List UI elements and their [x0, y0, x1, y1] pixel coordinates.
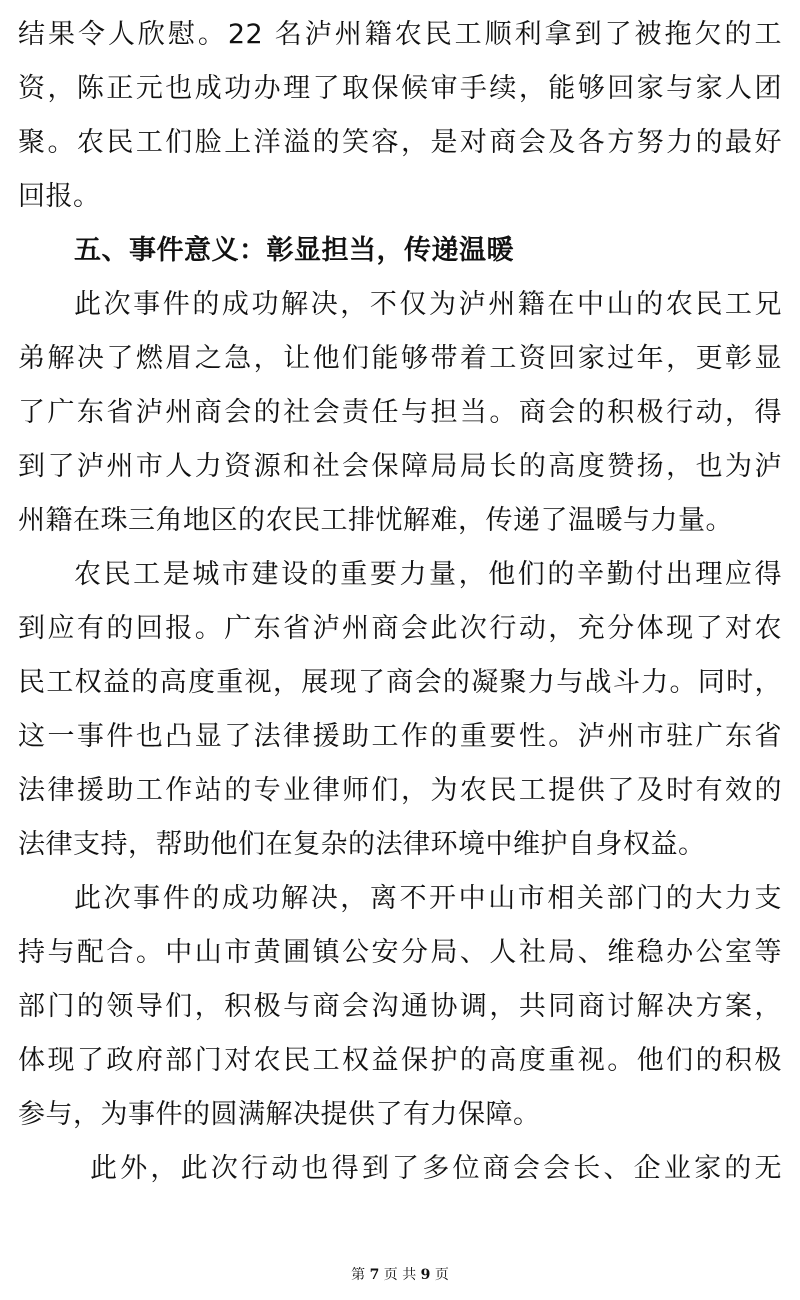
footer-suffix: 页 — [434, 1267, 449, 1283]
paragraph-3 — [18, 548, 782, 872]
text-line: 此外，此次行动也得到了多位商会会长、企业家的无 — [90, 1153, 782, 1184]
text-line: 了广东省泸州商会的社会责任与担当。商会的积极行动，得 — [18, 397, 782, 428]
text-line: 到应有的回报。广东省泸州商会此次行动，充分体现了对农 — [18, 613, 782, 644]
paragraph-2 — [18, 278, 782, 548]
footer-total-pages: 9 — [420, 1267, 431, 1283]
paragraph-5 — [18, 1142, 782, 1196]
paragraph-1 — [18, 8, 782, 224]
text-line: 此次事件的成功解决，不仅为泸州籍在中山的农民工兄 — [74, 289, 782, 320]
text-line: 持与配合。中山市黄圃镇公安分局、人社局、维稳办公室等 — [18, 937, 782, 968]
text-line: 州籍在珠三角地区的农民工排忧解难，传递了温暖与力量。 — [18, 505, 733, 536]
text-line: 民工权益的高度重视，展现了商会的凝聚力与战斗力。同时， — [18, 667, 782, 698]
text-line: 到了泸州市人力资源和社会保障局局长的高度赞扬，也为泸 — [18, 451, 782, 482]
text-line: 法律支持，帮助他们在复杂的法律环境中维护自身权益。 — [18, 829, 706, 860]
text-line: 这一事件也凸显了法律援助工作的重要性。泸州市驻广东省 — [18, 721, 782, 752]
text-line: 参与，为事件的圆满解决提供了有力保障。 — [18, 1099, 541, 1130]
text-line: 法律援助工作站的专业律师们，为农民工提供了及时有效的 — [18, 775, 782, 806]
page-footer — [0, 1264, 800, 1284]
footer-middle: 页 共 — [383, 1267, 417, 1283]
text-line: 农民工是城市建设的重要力量，他们的辛勤付出理应得 — [74, 559, 782, 590]
text-line: 资，陈正元也成功办理了取保候审手续，能够回家与家人团 — [18, 73, 782, 104]
paragraph-4 — [18, 872, 782, 1142]
text-line: 部门的领导们，积极与商会沟通协调，共同商讨解决方案， — [18, 991, 782, 1022]
text-line: 弟解决了燃眉之急，让他们能够带着工资回家过年，更彰显 — [18, 343, 782, 374]
text-line: 回报。 — [18, 181, 101, 212]
footer-page-number: 7 — [369, 1267, 380, 1283]
text-line: 此次事件的成功解决，离不开中山市相关部门的大力支 — [74, 883, 782, 914]
text-line: 体现了政府部门对农民工权益保护的高度重视。他们的积极 — [18, 1045, 782, 1076]
text-line: 聚。农民工们脸上洋溢的笑容，是对商会及各方努力的最好 — [18, 127, 782, 158]
section-heading: 五、事件意义：彰显担当，传递温暖 — [74, 235, 514, 266]
text-line: 结果令人欣慰。22 名泸州籍农民工顺利拿到了被拖欠的工 — [18, 19, 782, 50]
footer-prefix: 第 — [351, 1267, 366, 1283]
